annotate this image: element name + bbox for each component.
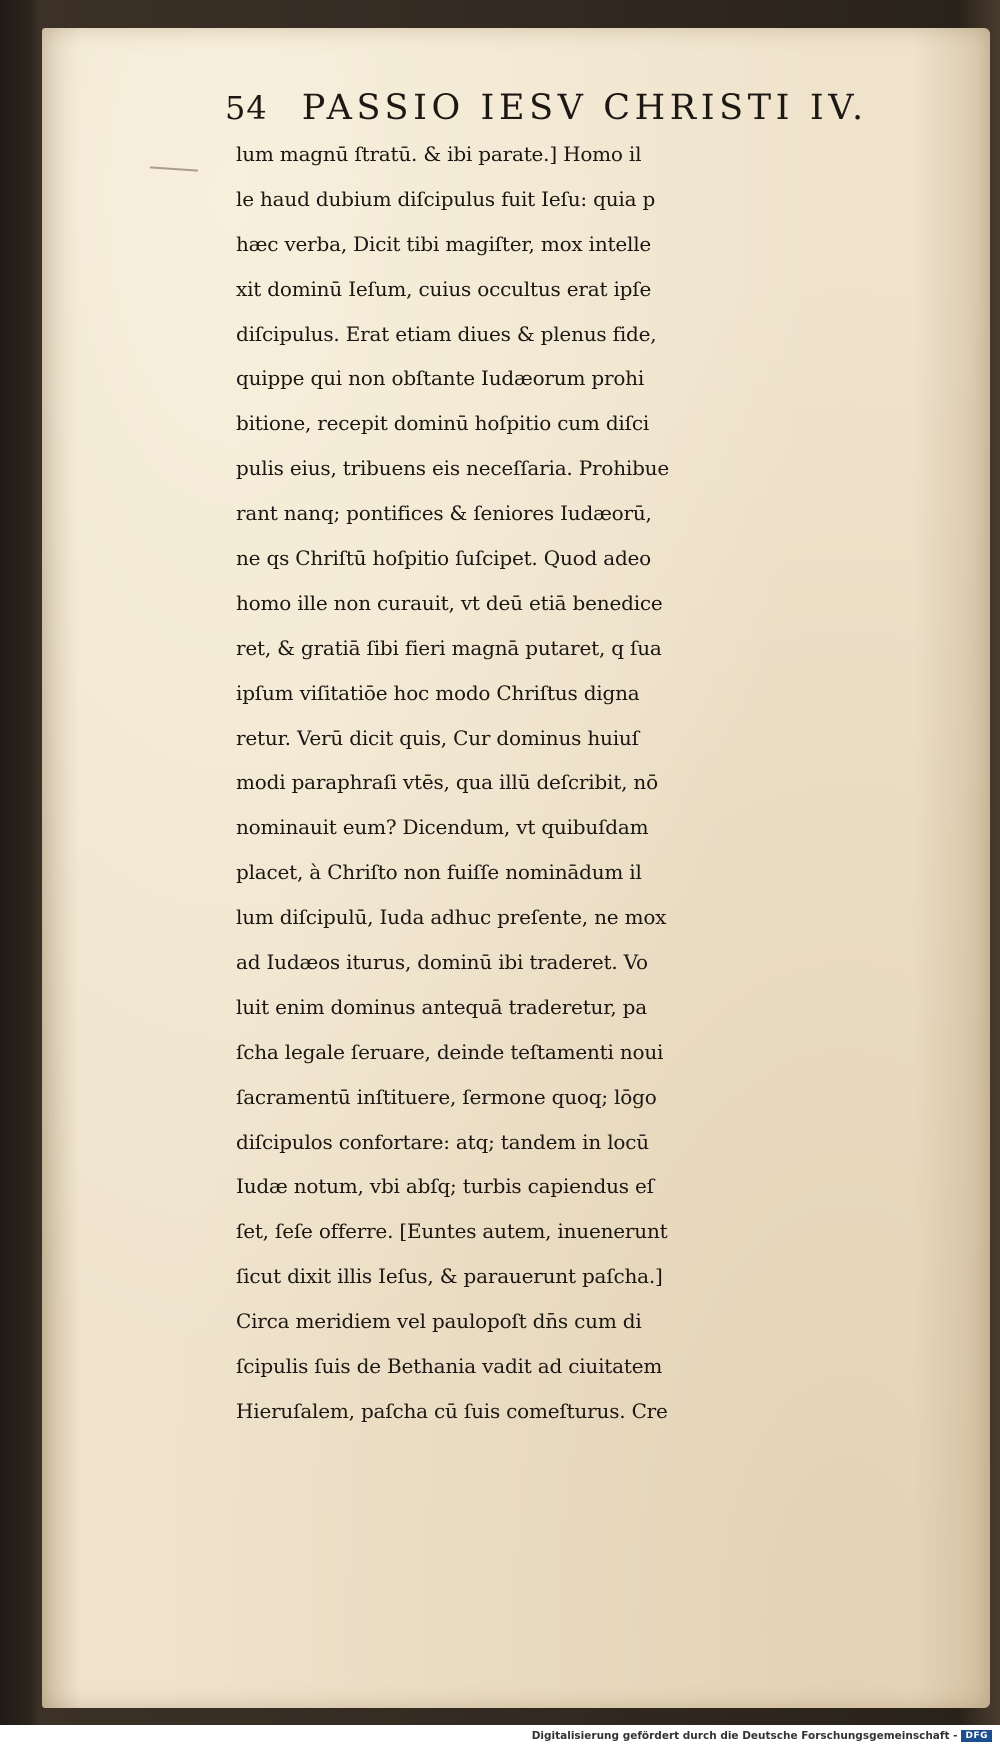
text-line: le haud dubium diſcipulus fuit Ieſu: quia p <box>236 186 656 211</box>
text-line: ne qs Chriſtū hoſpitio ſuſcipet. Quod adeo <box>236 546 652 571</box>
text-line: Hieruſalem, paſcha cū ſuis comeſturus. Cre <box>236 1398 668 1423</box>
text-line: ret, & gratiā ſibi fieri magnā putaret, q ſua <box>236 635 662 660</box>
text-line: lum diſcipulū, Iuda adhuc preſente, ne mox <box>236 905 667 930</box>
text-line: retur. Verū dicit quis, Cur dominus huiuſ <box>236 725 639 750</box>
dfg-logo: DFG <box>961 1730 992 1742</box>
text-line: hæc verba, Dicit tibi magiſter, mox intelle <box>236 231 652 256</box>
text-line: rant nanq; pontifices & ſeniores Iudæorū, <box>236 501 652 526</box>
text-line: luit enim dominus antequā traderetur, pa <box>236 994 648 1019</box>
text-line: diſcipulos confortare: atq; tandem in locū <box>236 1129 649 1154</box>
funding-credit: Digitalisierung gefördert durch die Deutsche Forschungsgemeinschaft - <box>531 1730 958 1742</box>
text-line: nominauit eum? Dicendum, vt quibuſdam <box>236 815 649 840</box>
text-line: ad Iudæos iturus, dominū ibi traderet. Vo <box>236 950 648 975</box>
text-line: homo ille non curauit, vt deū etiā benedice <box>236 590 663 615</box>
text-line: ipſum viſitatiōe hoc modo Chriſtus digna <box>236 680 640 705</box>
text-line: Iudæ notum, vbi abſq; turbis capiendus eſ <box>236 1174 654 1199</box>
text-line: ſet, ſeſe offerre. [Euntes autem, inuenerunt <box>236 1219 668 1244</box>
text-line: xit dominū Ieſum, cuius occultus erat ipſe <box>236 276 652 301</box>
text-line: ſcipulis ſuis de Bethania vadit ad ciuitatem <box>236 1354 663 1379</box>
text-line: bitione, recepit dominū hoſpitio cum diſci <box>236 411 650 436</box>
text-line: lum magnū ſtratū. & ibi parate.] Homo il <box>236 142 642 166</box>
text-line: placet, à Chriſto non fuiſſe nominādum il <box>236 860 642 885</box>
text-line: ſacramentū inſtituere, ſermone quoq; lōgo <box>236 1084 657 1109</box>
body-text <box>236 132 946 1434</box>
text-line: Circa meridiem vel paulopoſt dn̄s cum di <box>236 1309 642 1334</box>
text-line: modi paraphraſi vtēs, qua illū deſcribit, nō <box>236 770 658 795</box>
text-line: ſcha legale ſeruare, deinde teſtamenti noui <box>236 1039 664 1064</box>
running-title: PASSIO IESV CHRISTI IV. <box>301 88 868 128</box>
text-line: quippe qui non obſtante Iudæorum prohi <box>236 366 645 391</box>
page-number: 54 <box>225 89 268 127</box>
text-line: diſcipulus. Erat etiam diues & plenus fide, <box>236 321 657 346</box>
text-line: ſicut dixit illis Ieſus, & parauerunt paſcha.] <box>236 1264 663 1289</box>
digitization-footer <box>0 1725 1000 1747</box>
page-header <box>225 88 925 138</box>
text-line: pulis eius, tribuens eis neceſſaria. Prohibue <box>236 456 669 481</box>
